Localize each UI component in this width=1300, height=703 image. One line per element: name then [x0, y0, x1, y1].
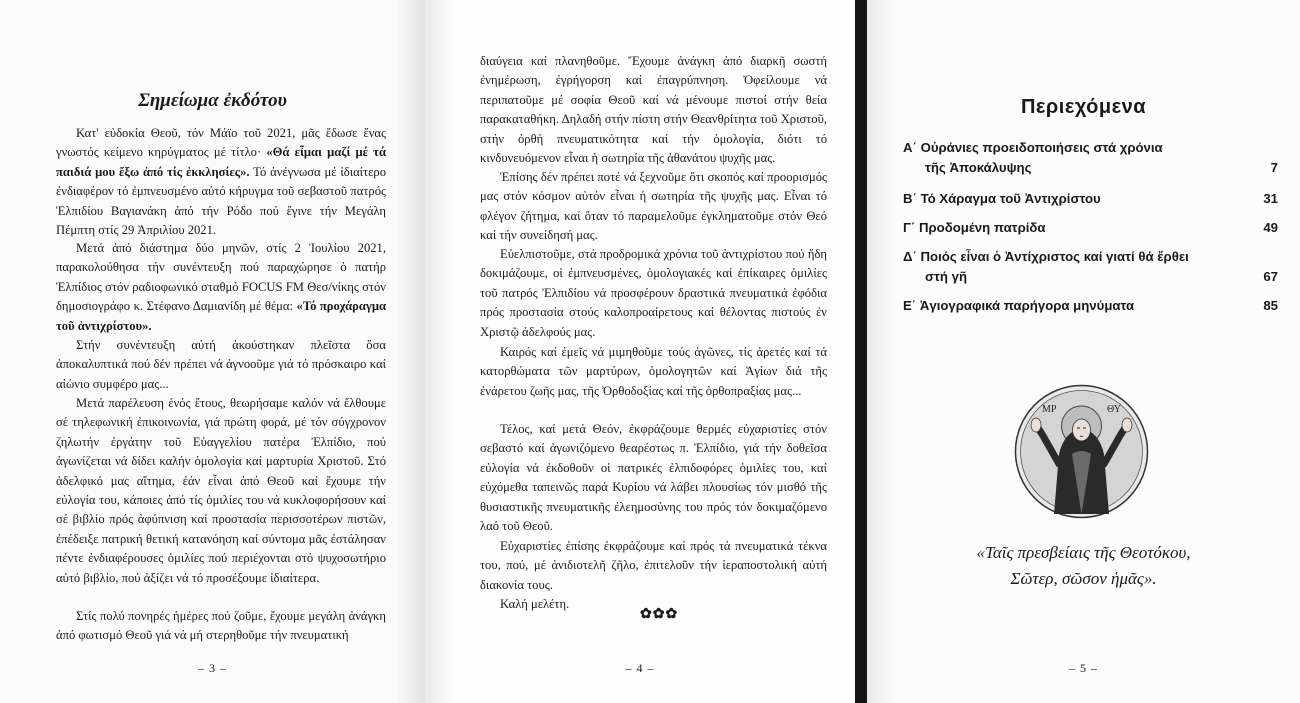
icon-letters-left: ΜΡ	[1042, 404, 1057, 415]
page-3	[0, 0, 425, 703]
toc-entry	[903, 247, 1278, 287]
editor-note-title: Σημείωμα ἐκδότου	[138, 90, 287, 111]
page-number: – 3 –	[198, 661, 227, 675]
paragraph: Στίς πολύ πονηρές ἡμέρες πού ζοῦμε, ἔχουμε μεγάλη ἀνάγκη ἀπό φωτισμό Θεοῦ γιά νά μή στερηθοῦμε τήν πνευματική	[56, 609, 386, 643]
toc-page-number: 31	[1263, 191, 1278, 206]
paragraph: Εὐελπιστοῦμε, στά προδρομικά χρόνια τοῦ ἀντιχρίστου πού ἤδη δοκιμάζουμε, οἱ ἐμπνευσμένες, ὁμολογιακές καί ἐπίκαιρες ὁμιλίες τοῦ πατρός Ἐλπιδίου νά προσφέρουν δραστικά πνευματικά ἐφόδια πρός προστασία στούς καλοπροαίρετους καί θέλοντας πιστούς ἐν Χριστῷ ἀδελφούς μας.	[480, 247, 827, 339]
paragraph: Μετά παρέλευση ἑνός ἔτους, θεωρήσαμε καλόν νά ἔλθουμε σέ τηλεφωνική ἐπικοινωνία, γιά πρώτη φορά, μέ τόν σύγχρονον ζηλωτήν ἐργάτην τοῦ Εὐαγγελίου πατέρα Ἐλπίδιο, πού ἀγωνίζεται νά δίδει καλήν ὁμολογία καί μαρτυρία Χριστοῦ. Στό ἀδελφικό μας αἴτημα, ἐάν εἶναι ἀπό Θεοῦ καί ἔχουμε τήν εὐλογία του, κάποιες ἀπό τίς ὁμιλίες του νά κυκλοφορήσουν καί σέ βιβλίο πρός ἀφύπνιση καί προστασία περισσοτέρων πιστῶν, ἐπέδειξε πατρική θετική κατανόηση καί σύντομα μᾶς ἐστάλησαν πέντε ἐνδιαφέρουσες ὁμιλίες πού περιέχονται στό ψυχοσωτήριο αὐτό βιβλίο, πού ἀξίζει νά τό προσέξουμε ἰδιαίτερα.	[56, 396, 386, 585]
page-number: – 4 –	[625, 661, 655, 675]
toc-entry-title-cont: στή γῆ	[925, 269, 968, 284]
toc-entry	[903, 218, 1278, 238]
toc-entry-title: Γ΄ Προδομένη πατρίδα	[903, 220, 1046, 235]
gutter-shadow	[425, 0, 453, 703]
toc-page-number: 7	[1270, 160, 1278, 175]
paragraph: Εὐχαριστίες ἐπίσης ἐκφράζουμε καί πρός τά πνευματικά τέκνα του, πού, μέ ἀνιδιοτελῆ ζῆλο, ἐπιτελοῦν τήν ἱεραποστολική αὐτή διακονία τους.	[480, 539, 827, 592]
toc-entry-title: Β΄ Τό Χάραγμα τοῦ Ἀντιχρίστου	[903, 191, 1101, 206]
prayer-line: Σῶτερ, σῶσον ἡμᾶς».	[1010, 569, 1157, 588]
paragraph: Μετά ἀπό διάστημα δύο μηνῶν, στίς 2 Ἰουλίου 2021, παρακολούθησα τήν συνέντευξη πού παραχώρησε ὁ πατήρ Ἐλπίδιος στόν ραδιοφωνικό σταθμό FOCUS FM Θεσ/νίκης στόν δημοσιογράφο κ. Στέφανο Δαμιανίδη μέ θέμα: «Τό προχάραγμα τοῦ ἀντιχρίστου».	[56, 241, 386, 333]
icon-letters-right: ΘΥ	[1107, 404, 1121, 415]
toc-entry-title: Δ΄ Ποιός εἶναι ὁ Ἀντίχριστος καί γιατί θά ἔρθει	[903, 249, 1189, 264]
toc-page-number: 85	[1263, 298, 1278, 313]
theotokos-icon	[1014, 384, 1149, 519]
ornament-flourish: ✿✿✿	[640, 607, 679, 622]
paragraph: Καλή μελέτη.	[500, 597, 570, 611]
toc-page-number: 49	[1263, 220, 1278, 235]
page-5	[867, 0, 1300, 703]
toc-entry	[903, 296, 1278, 316]
toc-page-number: 67	[1263, 269, 1278, 284]
contents-title: Περιεχόμενα	[1020, 96, 1146, 118]
theotokos-medallion-icon	[1014, 384, 1149, 519]
prayer-line: «Ταῖς πρεσβείαις τῆς Θεοτόκου,	[976, 543, 1191, 562]
toc-entry-title-cont: τῆς Ἀποκάλυψης	[925, 160, 1032, 175]
paragraph: Κατ' εὐδοκία Θεοῦ, τόν Μάϊο τοῦ 2021, μᾶς ἔδωσε ἕνας γνωστός κείμενο κηρύγματος μέ τίτλο· «Θά εἶμαι μαζί μέ τά παιδιά μου ἔξω ἀπό τίς ἐκκλησίες». Τό ἀνέγνωσα μέ ἰδιαίτερο ἐνδιαφέρον τό ἐμπνευσμένο αὐτό κήρυγμα τοῦ σεβαστοῦ πατρός Ἐλπιδίου Βαγιανάκη ἀπό τήν Ρόδο πού ἔγινε τήν Μεγάλη Πέμπτη στίς 29 Ἀπριλίου 2021.	[56, 126, 386, 238]
page-number: – 5 –	[1069, 661, 1098, 675]
toc-entry-title: Α΄ Οὐράνιες προειδοποιήσεις στά χρόνια	[903, 140, 1163, 155]
paragraph: Ἐπίσης δέν πρέπει ποτέ νά ξεχνοῦμε ὅτι σκοπός καί προορισμός μας στόν κόσμον αὐτόν εἶναι ἡ σωτηρία τῆς ψυχῆς μας. Εἶναι τό φλέγον ζήτημα, καί ὅταν τό παραμελοῦμε ἐγκληματοῦμε στόν Θεό καί τήν συνείδησή μας.	[480, 170, 827, 243]
toc-entry	[903, 138, 1278, 178]
toc-entry	[903, 189, 1278, 209]
paragraph: Στήν συνέντευξη αὐτή ἀκούστηκαν πλεῖστα ὅσα ἀποκαλυπτικά πού δέν πρέπει νά ἀγνοοῦμε γιά τό πρόσκαιρο καί αἰώνιο συμφέρο μας...	[56, 338, 386, 391]
paragraph: Καιρός καί ἐμεῖς νά μιμηθοῦμε τούς ἀγῶνες, τίς ἀρετές καί τά κατορθώματα τῶν μαρτύρων, ὁμολογητῶν καί Ἁγίων διά τῆς ἐνάρετου ζωῆς μας, τῆς Ὀρθοδοξίας καί τῆς ὀρθοπραξίας μας...	[480, 345, 827, 398]
paragraph: διαύγεια καί πλανηθοῦμε. Ἔχουμε ἀνάγκη ἀπό διαρκῆ σωστή ἐνημέρωση, ἐγρήγορση καί ἐπαγρύπνηση. Ὀφείλουμε νά περιπατοῦμε μέ σοφία Θεοῦ καί νά μένουμε πιστοί στήν θεία παρακαταθήκη. Δηλαδή στήν πίστη στήν Θεανθρίτητα τοῦ Χριστοῦ, στήν ὀρθή πνευματικότητα καί τήν ὁμολογία, διότι τό κινδυνευόμενον εἶναι ἡ σωτηρία τῆς ἀθανάτου ψυχῆς μας.	[480, 54, 827, 166]
paragraph: Τέλος, καί μετά Θεόν, ἐκφράζουμε θερμές εὐχαριστίες στόν σεβαστό καί ἀγωνιζόμενο θεαρέστως π. Ἐλπίδιο, γιά τήν δοθεῖσα εὐλογία νά ἐκδοθοῦν οἱ πατρικές ἐλπιδοφόρες ὁμιλίες του, καί εὐχόμεθα ταπεινῶς παρά Κυρίου νά λάβει πλουσίως τόν μισθό τῆς θυσιαστικῆς πνευματικῆς ἐλεημοσύνης του πρός τόν δοκιμαζόμενο λαό τοῦ Θεοῦ.	[480, 422, 827, 534]
toc-entry-title: Ε΄ Ἁγιογραφικά παρήγορα μηνύματα	[903, 298, 1135, 313]
prayer-quote	[867, 540, 1300, 592]
page-4	[425, 0, 855, 703]
scan-gap	[855, 0, 867, 703]
